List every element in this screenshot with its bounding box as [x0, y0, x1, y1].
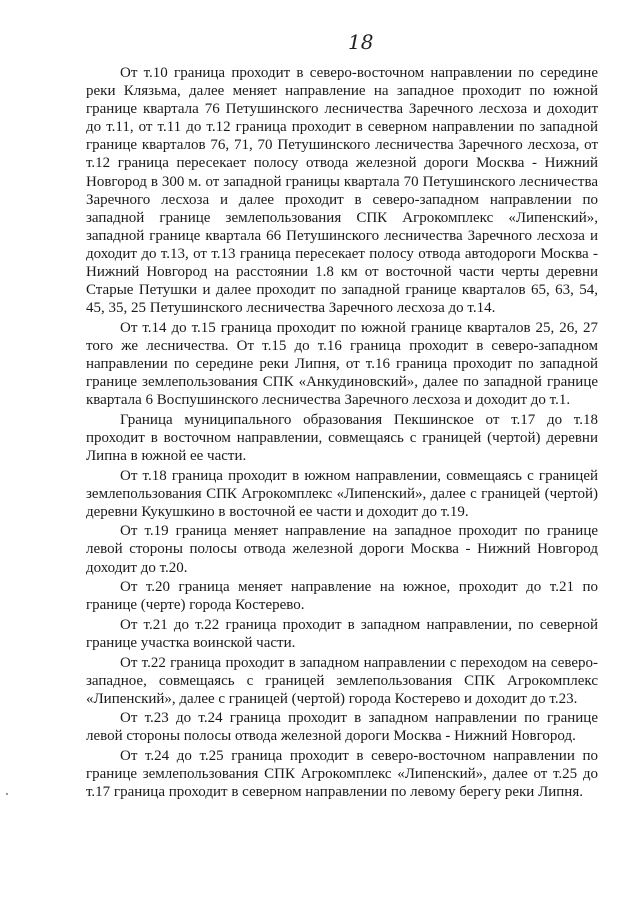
paragraph: От т.18 граница проходит в южном направлении, совмещаясь с границей землепользования СПК Агрокомплекс «Липенский», далее с границей (чертой) деревни Кукушкино в восточной ее части и доходит до т.19. [86, 467, 598, 520]
document-body [86, 64, 598, 803]
paragraph: От т.23 до т.24 граница проходит в западном направлении по границе левой стороны полосы отвода железной дороги Москва - Нижний Новгород. [86, 710, 598, 745]
paragraph: Граница муниципального образования Пекшинское от т.17 до т.18 проходит в восточном направлении, совмещаясь с границей (чертой) деревни Липна в южной ее части. [86, 411, 598, 464]
paragraph: От т.20 граница меняет направление на южное, проходит до т.21 по границе (черте) города Костерево. [86, 579, 598, 614]
paragraph: От т.19 граница меняет направление на западное проходит по границе левой стороны полосы отвода железной дороги Москва - Нижний Новгород доходит до т.20. [86, 523, 598, 576]
paragraph: От т.22 граница проходит в западном направлении с переходом на северо-западное, совмещаясь с границей землепользования СПК Агрокомплекс «Липенский», далее с границей (чертой) города Костерево и доходит до т.23. [86, 654, 598, 707]
scan-speck [6, 793, 8, 795]
paragraph: От т.24 до т.25 граница проходит в северо-восточном направлении по границе землепользования СПК Агрокомплекс «Липенский», далее от т.25 до т.17 граница проходит в северном направлении по левому берегу реки Липня. [86, 747, 598, 801]
paragraph: От т.14 до т.15 граница проходит по южной границе кварталов 25, 26, 27 того же лесничества. От т.15 до т.16 граница проходит в северо-западном направлении по середине реки Липня, от т.16 граница проходит по западной границе землепользования СПК «Анкудиновский», далее по западной границе квартала 6 Воспушинского лесничества Заречного лесхоза и доходит до т.1. [86, 319, 598, 409]
paragraph: От т.21 до т.22 граница проходит в западном направлении, по северной границе участка воинской части. [86, 616, 598, 651]
paragraph: От т.10 граница проходит в северо-восточном направлении по середине реки Клязьма, далее меняет направление на западное проходит по южной границе квартала 76 Петушинского лесничества Заречного лесхоза и доходит до т.11, от т.11 до т.12 граница проходит в северном направлении по западной границе кварталов 76, 71, 70 Петушинского лесничества Заречного лесхоза, от т.12 граница пересекает полосу отвода железной дороги Москва - Нижний Новгород в 300 м. от западной границы квартала 70 Петушинского лесничества Заречного лесхоза и далее проходит в северо-западном направлении по западной границе землепользования СПК Агрокомплекс «Липенский», западной границе квартала 66 Петушинского лесничества Заречного лесхоза и доходит до т.13, от т.13 граница пересекает полосу отвода автодороги Москва - Нижний Новгород на расстоянии 1.8 км от восточной части черты деревни Старые Петушки и далее проходит по западной границе кварталов 65, 63, 54, 45, 35, 25 Петушинского лесничества Заречного лесхоза до т.14. [86, 65, 598, 317]
page-number: 18 [348, 30, 374, 54]
